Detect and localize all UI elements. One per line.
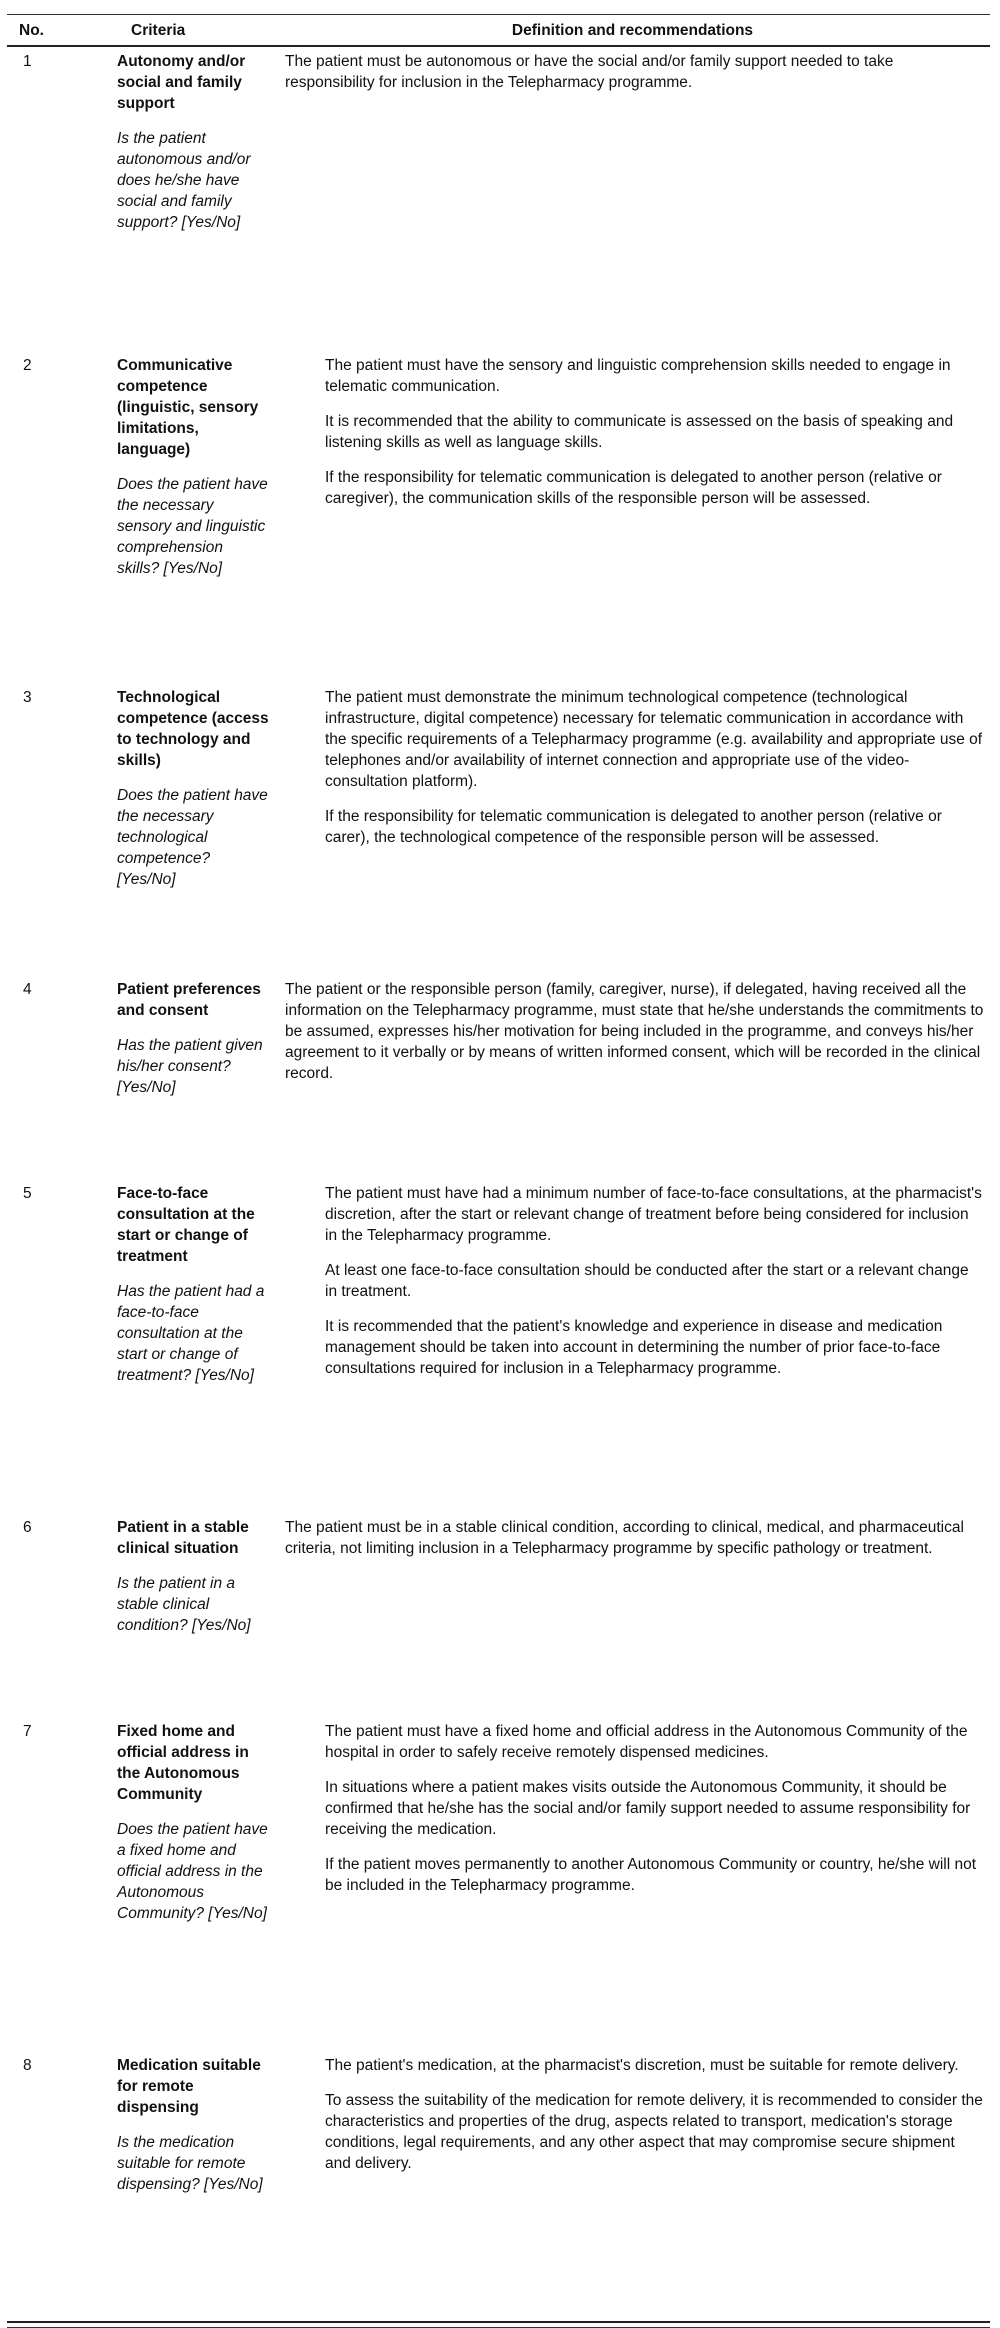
row-number: 4: [23, 981, 32, 998]
definition-paragraph: The patient must be in a stable clinical condition, according to clinical, medical, and pharmaceutical criteria, not limiting inclusion in a Telepharmacy programme by specific pathology or treatment.: [285, 1519, 964, 1557]
criteria-cell: [117, 1513, 275, 1717]
definition-paragraph: The patient must demonstrate the minimum technological competence (technological infrastructure, digital competence) necessary for telematic communication in accordance with the specific requirements of a Telepharmacy programme (e.g. availability and appropriate use of telephones and/or availability of internet connection and appropriate use of the video-consultation platform).: [325, 689, 983, 790]
criteria-question: Does the patient have a fixed home and official address in the Autonomous Community? [Yes/No]: [117, 1821, 268, 1922]
criteria-cell: [117, 1179, 275, 1513]
criteria-question: Has the patient had a face-to-face consultation at the start or change of treatment? [Yes/No]: [117, 1283, 265, 1384]
table-row: [7, 2051, 990, 2317]
definition-paragraph: The patient must have had a minimum number of face-to-face consultations, at the pharmacist's discretion, after the start or relevant change of treatment before being considered for inclusion in the Telepharmacy programme.: [325, 1185, 982, 1244]
criteria-title: Patient preferences and consent: [117, 981, 261, 1019]
definition-paragraph: If the patient moves permanently to another Autonomous Community or country, he/she will not be included in the Telepharmacy programme.: [325, 1856, 977, 1894]
criteria-title: Face-to-face consultation at the start or change of treatment: [117, 1185, 255, 1265]
criteria-title: Fixed home and official address in the Autonomous Community: [117, 1723, 249, 1803]
table-row: [7, 1513, 990, 1717]
table-row: [7, 975, 990, 1179]
table-row: [7, 1717, 990, 2051]
definition-cell: [275, 2051, 990, 2317]
definition-paragraph: The patient or the responsible person (family, caregiver, nurse), if delegated, having received all the information on the Telepharmacy programme, must state that he/she understands the commitments to be assumed, expresses his/her motivation for being included in the programme, and conveys his/her agreement to it verbally or by means of written informed consent, which will be recorded in the clinical record.: [285, 981, 984, 1082]
definition-cell: [275, 975, 990, 1179]
criteria-question: Does the patient have the necessary sensory and linguistic comprehension skills? [Yes/No]: [117, 476, 268, 577]
criteria-question: Is the patient autonomous and/or does he/she have social and family support? [Yes/No]: [117, 130, 251, 231]
definition-paragraph: It is recommended that the patient's knowledge and experience in disease and medication management should be taken into account in determining the number of prior face-to-face consultations required for inclusion in a Telepharmacy programme.: [325, 1318, 943, 1377]
criteria-question: Has the patient given his/her consent? [Yes/No]: [117, 1037, 263, 1096]
table-row: [7, 1179, 990, 1513]
criteria-title: Medication suitable for remote dispensing: [117, 2057, 261, 2116]
criteria-cell: [117, 1717, 275, 2051]
definition-cell: [275, 683, 990, 975]
definition-paragraph: If the responsibility for telematic communication is delegated to another person (relative or carer), the technological competence of the responsible person will be assessed.: [325, 808, 942, 846]
definition-paragraph: It is recommended that the ability to communicate is assessed on the basis of speaking and listening skills as well as language skills.: [325, 413, 954, 451]
definition-paragraph: The patient's medication, at the pharmacist's discretion, must be suitable for remote delivery.: [325, 2057, 959, 2074]
definition-cell: [275, 46, 990, 351]
table-row: [7, 46, 990, 351]
header-criteria: Criteria: [117, 15, 275, 47]
definition-cell: [275, 1179, 990, 1513]
definition-cell: [275, 351, 990, 683]
table-row: [7, 683, 990, 975]
criteria-title: Technological competence (access to technology and skills): [117, 689, 269, 769]
row-number: 8: [23, 2057, 32, 2074]
criteria-question: Is the medication suitable for remote dispensing? [Yes/No]: [117, 2134, 263, 2193]
table-row: [7, 351, 990, 683]
table-bottom-rule: [7, 2321, 990, 2328]
header-definition: Definition and recommendations: [275, 15, 990, 47]
row-number: 6: [23, 1519, 32, 1536]
criteria-document: [7, 0, 990, 2328]
criteria-cell: [117, 975, 275, 1179]
criteria-title: Autonomy and/or social and family support: [117, 53, 246, 112]
definition-cell: [275, 1513, 990, 1717]
row-number: 5: [23, 1185, 32, 1202]
header-no: No.: [7, 15, 117, 47]
criteria-table: [7, 14, 990, 2317]
row-number: 1: [23, 53, 32, 70]
row-number: 3: [23, 689, 32, 706]
criteria-title: Patient in a stable clinical situation: [117, 1519, 249, 1557]
definition-paragraph: If the responsibility for telematic communication is delegated to another person (relative or caregiver), the communication skills of the responsible person will be assessed.: [325, 469, 942, 507]
definition-paragraph: In situations where a patient makes visits outside the Autonomous Community, it should be confirmed that he/she has the social and/or family support needed to assume responsibility for receiving the medication.: [325, 1779, 971, 1838]
table-header-row: [7, 15, 990, 47]
criteria-cell: [117, 351, 275, 683]
definition-paragraph: The patient must have the sensory and linguistic comprehension skills needed to engage in telematic communication.: [325, 357, 951, 395]
criteria-title: Communicative competence (linguistic, sensory limitations, language): [117, 357, 259, 458]
row-number: 2: [23, 357, 32, 374]
definition-paragraph: The patient must be autonomous or have the social and/or family support needed to take responsibility for inclusion in the Telepharmacy programme.: [285, 53, 894, 91]
criteria-cell: [117, 683, 275, 975]
definition-paragraph: To assess the suitability of the medication for remote delivery, it is recommended to consider the characteristics and properties of the drug, aspects related to transport, medication's storage conditions, legal requirements, and any other aspect that may compromise secure shipment and delivery.: [325, 2092, 983, 2172]
definition-cell: [275, 1717, 990, 2051]
criteria-question: Is the patient in a stable clinical condition? [Yes/No]: [117, 1575, 251, 1634]
definition-paragraph: At least one face-to-face consultation should be conducted after the start or a relevant change in treatment.: [325, 1262, 969, 1300]
criteria-cell: [117, 46, 275, 351]
row-number: 7: [23, 1723, 32, 1740]
criteria-cell: [117, 2051, 275, 2317]
definition-paragraph: The patient must have a fixed home and official address in the Autonomous Community of the hospital in order to safely receive remotely dispensed medicines.: [325, 1723, 968, 1761]
criteria-question: Does the patient have the necessary technological competence? [Yes/No]: [117, 787, 268, 888]
